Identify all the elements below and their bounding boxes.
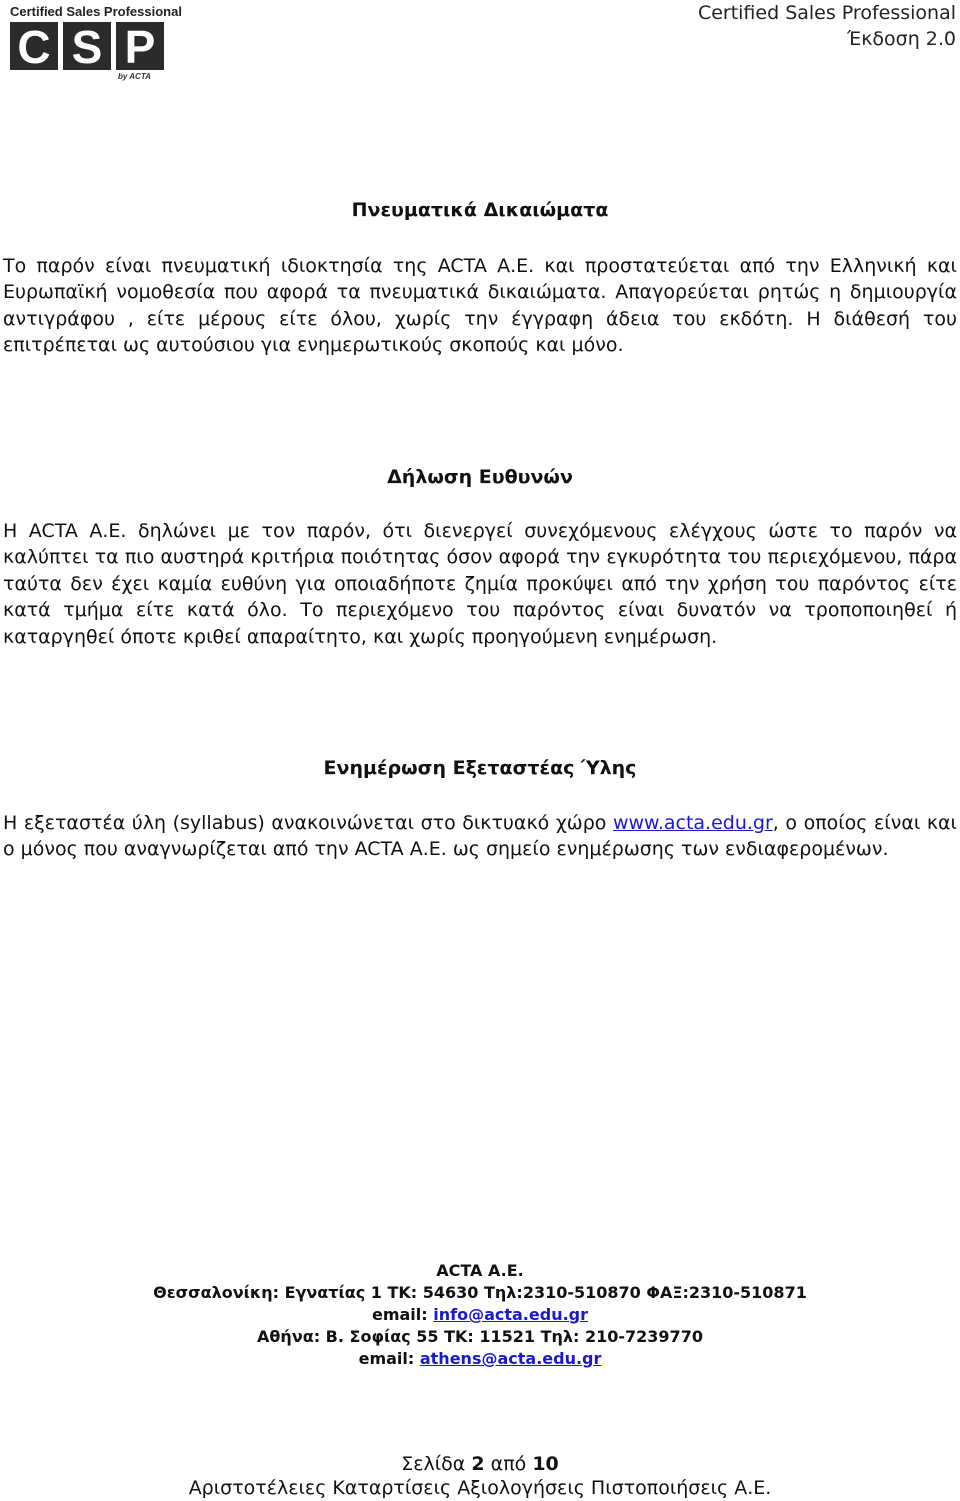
header-right (698, 0, 956, 52)
page-of: από (490, 1453, 527, 1475)
logo-letter-c: C (10, 22, 58, 70)
header-version: Έκδοση 2.0 (847, 28, 956, 50)
contact-email-thessaloniki-row (0, 1304, 960, 1326)
page-number (0, 1451, 960, 1477)
contact-block (0, 1260, 960, 1370)
contact-athens: Αθήνα: Β. Σοφίας 55 ΤΚ: 11521 Τηλ: 210-7239770 (257, 1327, 703, 1346)
page-total: 10 (532, 1453, 559, 1475)
email-label: email: (358, 1349, 420, 1368)
email-athens-link[interactable]: athens@acta.edu.gr (419, 1349, 602, 1368)
logo-letter-p: P (116, 22, 164, 70)
csp-logo (8, 2, 182, 84)
disclaimer-heading: Δήλωση Ευθυνών (387, 466, 573, 488)
syllabus-text-before: Η εξεταστέα ύλη (syllabus) ανακοινώνεται στο δικτυακό χώρο (3, 812, 613, 834)
contact-thessaloniki: Θεσσαλονίκη: Εγνατίας 1 ΤΚ: 54630 Τηλ:2310-510870 ΦΑΞ:2310-510871 (153, 1283, 807, 1302)
contact-company: ACTA A.E. (436, 1261, 524, 1280)
contact-email-athens-row (0, 1348, 960, 1370)
syllabus-heading: Ενημέρωση Εξεταστέας Ύλης (323, 757, 637, 779)
page-current: 2 (471, 1453, 485, 1475)
disclaimer-text: Η ACTA Α.Ε. δηλώνει με τον παρόν, ότι διενεργεί συνεχόμενους ελέγχους ώστε το παρόν να καλύπτει τα πιο αυστηρά κριτήρια ποιότητας όσον αφορά την εγκυρότητα του περιεχόμενου, πάρα ταύτα δεν έχει καμία ευθύνη για οποιαδήποτε ζημία προκύψει από την χρήση του παρόντος είτε κατά τμήμα είτε κατά όλο. Το περιεχόμενο του παρόντος είναι δυνατόν να τροποποιηθεί ή καταργηθεί όποτε κριθεί απαραίτητο, και χωρίς προηγούμενη ενημέρωση. (3, 520, 957, 648)
syllabus-text-after: , ο οποίος είναι και ο μόνος που αναγνωρίζεται από την ACTA Α.Ε. ως σημείο ενημέρωσης των ενδιαφερομένων. (3, 812, 957, 861)
copyright-heading: Πνευματικά Δικαιώματα (351, 199, 609, 221)
logo-caption: Certified Sales Professional (10, 4, 182, 19)
logo-letter-s: S (63, 22, 111, 70)
logo-by-acta: by ACTA (118, 72, 151, 81)
email-thessaloniki-link[interactable]: info@acta.edu.gr (433, 1305, 588, 1324)
email-label: email: (371, 1305, 434, 1324)
syllabus-link[interactable]: www.acta.edu.gr (612, 812, 773, 834)
page-label: Σελίδα (401, 1453, 466, 1475)
syllabus-text (3, 810, 957, 863)
copyright-text: Το παρόν είναι πνευματική ιδιοκτησία της ACTA Α.Ε. και προστατεύεται από την Ελληνική και Ευρωπαϊκή νομοθεσία που αφορά τα πνευματικά δικαιώματα. Απαγορεύεται ρητώς η δημιουργία αντιγράφου , είτε μέρους είτε όλου, χωρίς την έγγραφη άδεια του εκδότη. Η διάθεσή του επιτρέπεται ως αυτούσιου για ενημερωτικούς σκοπούς και μόνο. (3, 255, 957, 357)
header-title: Certified Sales Professional (697, 2, 956, 24)
footer-organization: Αριστοτέλειες Καταρτίσεις Αξιολογήσεις Πιστοποιήσεις Α.Ε. (188, 1477, 772, 1499)
